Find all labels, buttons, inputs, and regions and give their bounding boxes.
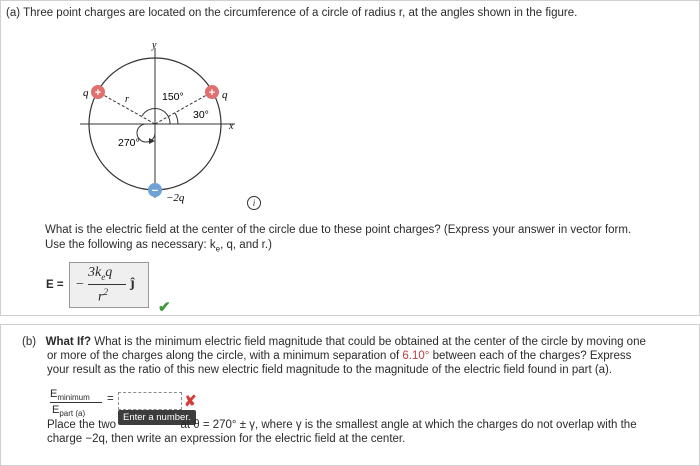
question-line-1: What is the electric field at the center of the circle due to these point charges? (Express your answer in vector form. bbox=[45, 224, 632, 236]
svg-text:+: + bbox=[94, 87, 102, 99]
label-y-axis: y bbox=[152, 40, 157, 51]
label-r: r bbox=[125, 94, 129, 105]
what-if-label: What If? bbox=[45, 336, 92, 348]
ratio-denominator: $E_{part (a)}$ bbox=[52, 404, 86, 419]
svg-text:+: + bbox=[208, 87, 216, 99]
answer-sign: − bbox=[76, 277, 84, 292]
separation-value: 6.10° bbox=[402, 350, 430, 362]
ratio-input[interactable] bbox=[118, 392, 182, 410]
part-b-line-2: or more of the charges along the circle, with a minimum separation of 6.10° between each of the charges? Express bbox=[47, 350, 632, 362]
label-q-right: q bbox=[222, 89, 228, 101]
fraction-bar bbox=[88, 284, 126, 285]
label-neg-2q: −2q bbox=[166, 192, 185, 204]
part-a-label: (a) bbox=[6, 7, 21, 19]
correct-check-icon: ✔ bbox=[158, 299, 171, 316]
incorrect-x-icon: ✘ bbox=[184, 393, 197, 410]
answer-numerator: $3k_eq$ bbox=[88, 265, 113, 282]
part-b-line-1: (b) What If? What is the minimum electric field magnitude that could be obtained at the center of the circle by moving one bbox=[22, 336, 646, 348]
charge-figure bbox=[70, 38, 260, 213]
part-a-prompt-text: Three point charges are located on the circumference of a circle of radius r, at the angles shown in the figure. bbox=[23, 7, 578, 19]
label-x-axis: x bbox=[229, 121, 234, 132]
svg-text:−: − bbox=[151, 185, 159, 197]
info-icon[interactable]: i bbox=[247, 196, 261, 210]
label-150: 150° bbox=[162, 91, 184, 103]
ratio-numerator: $E_{minimum}$ bbox=[50, 388, 90, 403]
question-line-2: Use the following as necessary: $k_e$, q, and r.) bbox=[45, 239, 272, 254]
answer-box[interactable] bbox=[69, 262, 149, 308]
arc-150 bbox=[142, 108, 170, 124]
part-a-prompt bbox=[6, 7, 577, 19]
answer-unit-vector: ĵ bbox=[130, 276, 135, 291]
label-q-left: q bbox=[83, 87, 89, 99]
ratio-bar bbox=[50, 402, 102, 403]
label-30: 30° bbox=[193, 109, 209, 121]
label-270: 270° bbox=[118, 137, 140, 149]
answer-label: E = bbox=[46, 279, 64, 291]
equals-sign: = bbox=[107, 393, 114, 405]
answer-denominator: $r^2$ bbox=[98, 287, 108, 305]
arc-270-arrow bbox=[149, 138, 155, 144]
part-b-line-3: your result as the ratio of this new electric field magnitude to the magnitude of the electric field found in part (a). bbox=[47, 364, 613, 376]
hint-line-1: Place the two at θ = 270° ± γ, where γ is the smallest angle at which the charges do not overlap with the bbox=[47, 419, 637, 431]
part-b-label: (b) bbox=[22, 336, 37, 348]
hint-line-2: charge −2q, then write an expression for the electric field at the center. bbox=[47, 433, 406, 445]
input-tooltip: Enter a number. bbox=[118, 410, 196, 425]
arc-30 bbox=[175, 113, 178, 124]
